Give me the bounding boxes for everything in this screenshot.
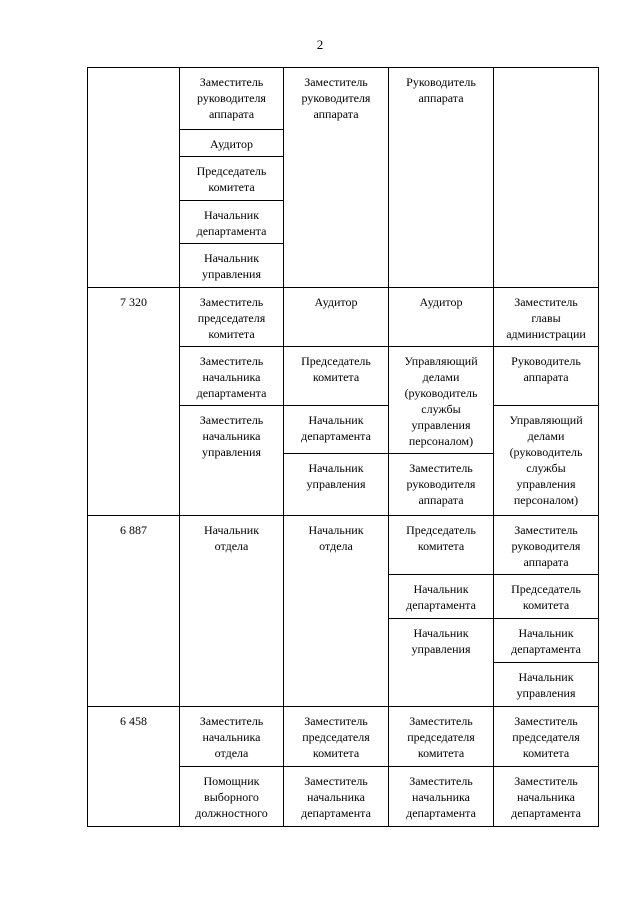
position-cell: Заместитель председателя комитета [180,288,284,347]
table-row [88,707,599,767]
position-cell: Руководитель аппарата [389,68,494,288]
position-cell: Заместитель руководителя аппарата [494,516,599,575]
position-cell: Заместитель начальника департамента [494,767,599,827]
table-row [88,288,599,347]
salary-cell [88,68,180,288]
position-cell: Председатель комитета [180,157,284,201]
table-row [88,516,599,575]
position-cell: Начальник управления [284,454,389,516]
position-cell: Заместитель начальника управления [180,406,284,516]
positions-table [87,67,599,827]
position-cell: Председатель комитета [389,516,494,575]
position-cell: Помощник выборного должностного [180,767,284,827]
position-cell: Начальник отдела [284,516,389,707]
position-cell: Начальник управления [180,244,284,288]
position-cell: Заместитель главы администрации [494,288,599,347]
position-cell: Заместитель начальника отдела [180,707,284,767]
position-cell: Начальник департамента [284,406,389,454]
position-cell: Заместитель руководителя аппарата [284,68,389,288]
position-cell: Руководитель аппарата [494,347,599,406]
position-cell: Начальник департамента [494,619,599,663]
position-cell: Управляющий делами (руководитель службы управления персоналом) [389,347,494,454]
position-cell: Начальник отдела [180,516,284,707]
salary-cell: 6 458 [88,707,180,827]
position-cell: Заместитель председателя комитета [284,707,389,767]
position-cell: Заместитель руководителя аппарата [389,454,494,516]
table-row [88,68,599,130]
position-cell: Управляющий делами (руководитель службы управления персоналом) [494,406,599,516]
position-cell: Заместитель начальника департамента [284,767,389,827]
position-cell [494,68,599,288]
position-cell: Заместитель начальника департамента [180,347,284,406]
position-cell: Заместитель начальника департамента [389,767,494,827]
position-cell: Начальник управления [389,619,494,707]
position-cell: Начальник департамента [180,201,284,244]
salary-cell: 6 887 [88,516,180,707]
page-number: 2 [316,37,324,52]
position-cell: Аудитор [180,130,284,157]
position-cell: Начальник департамента [389,575,494,619]
position-cell: Председатель комитета [494,575,599,619]
position-cell: Председатель комитета [284,347,389,406]
salary-cell: 7 320 [88,288,180,516]
position-cell: Аудитор [284,288,389,347]
position-cell: Заместитель руководителя аппарата [180,68,284,130]
position-cell: Начальник управления [494,663,599,707]
position-cell: Аудитор [389,288,494,347]
position-cell: Заместитель председателя комитета [494,707,599,767]
position-cell: Заместитель председателя комитета [389,707,494,767]
